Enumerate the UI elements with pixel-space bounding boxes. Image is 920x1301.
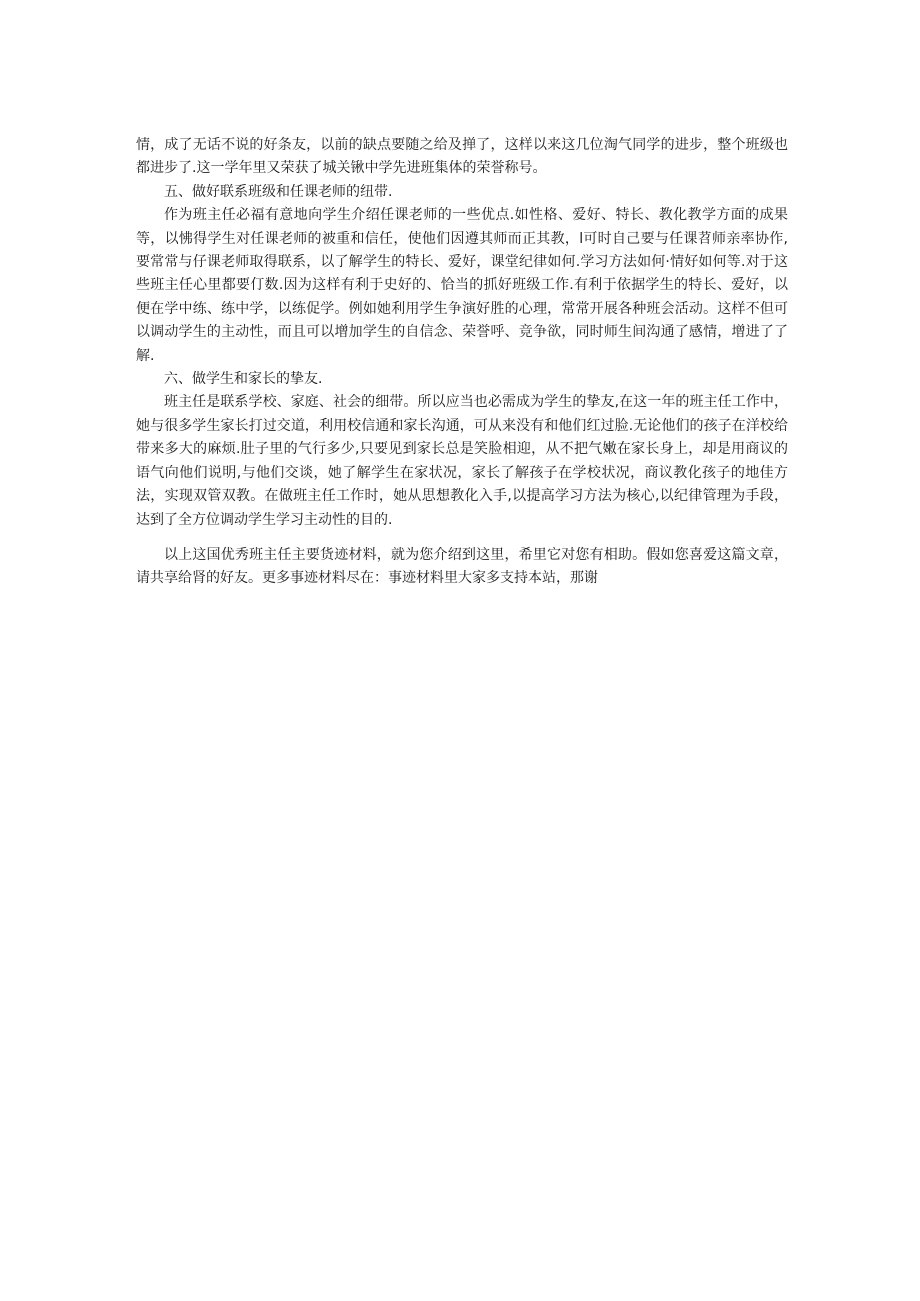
paragraph-teacher-liaison: 作为班主任必福有意地向学生介绍任课老师的一些优点.如性格、爱好、特长、教化教学方面的成果等，以怫得学生对任课老师的被重和信任，使他们因遵其师而正其教，l可时自己要与任课苕师亲率协作,要常常与仔课老师取得联系，以了解学生的特长、爱好，课堂纪律如何.学习方法如何·情好如何等.对于这些班主任心里都要仃数.因为这样有利于史好的、恰当的抓好班级工作.有利于依据学生的特长、爱好，以便在学中练、练中学，以练促学。例如她利用学生争演好胜的心理，常常开展各种班会活动。这样不但可以调动学生的主动性，而且可以增加学生的自信念、荣誉呼、竞争欲，同时师生间沟通了感情，增进了了解. <box>136 207 788 364</box>
paragraph-parent-friend: 班主任是联系学校、家庭、社会的细带。所以应当也必需成为学生的挚友,在这一年的班主任工作中，她与很多学生家长打过交道，利用校信通和家长沟通，可从来没有和他们红过脸.无论他们的孩子在洋校给带来多大的麻烦.肚子里的气行多少,只要见到家长总是笑脸相迎，从不把气嫩在家长身上，却是用商议的语气向他们说明,与他们交谈，她了解学生在家状况，家长了解孩子在学校状况，商议教化孩子的地佳方法，实现双管双教。在做班主任工作时，她从思想教化入手,以提高学习方法为核心,以纪律管理为手段，达到了全方位调动学生学习主动性的目的. <box>136 394 788 528</box>
section-heading-six: 六、做学生和家长的挚友. <box>164 371 323 388</box>
section-heading-five: 五、做好联系班级和任课老师的纽带. <box>164 183 393 200</box>
closing-paragraph: 以上这国优秀班主任主要货迹材料，就为您介绍到这里，希里它对您有相助。假如您喜爱这篇文章，请共享给肾的好友。更多事迹材料尽在：事迹材料里大家多支持本站，那谢 <box>136 546 788 587</box>
paragraph-continuation: 情，成了无话不说的好条友，以前的缺点要随之给及掸了，这样以来这几位淘气同学的进步，整个班级也都进步了.这一学年里又荣获了城关锹中学先进班集体的荣誉称号。 <box>136 137 788 177</box>
document-body <box>136 134 788 591</box>
